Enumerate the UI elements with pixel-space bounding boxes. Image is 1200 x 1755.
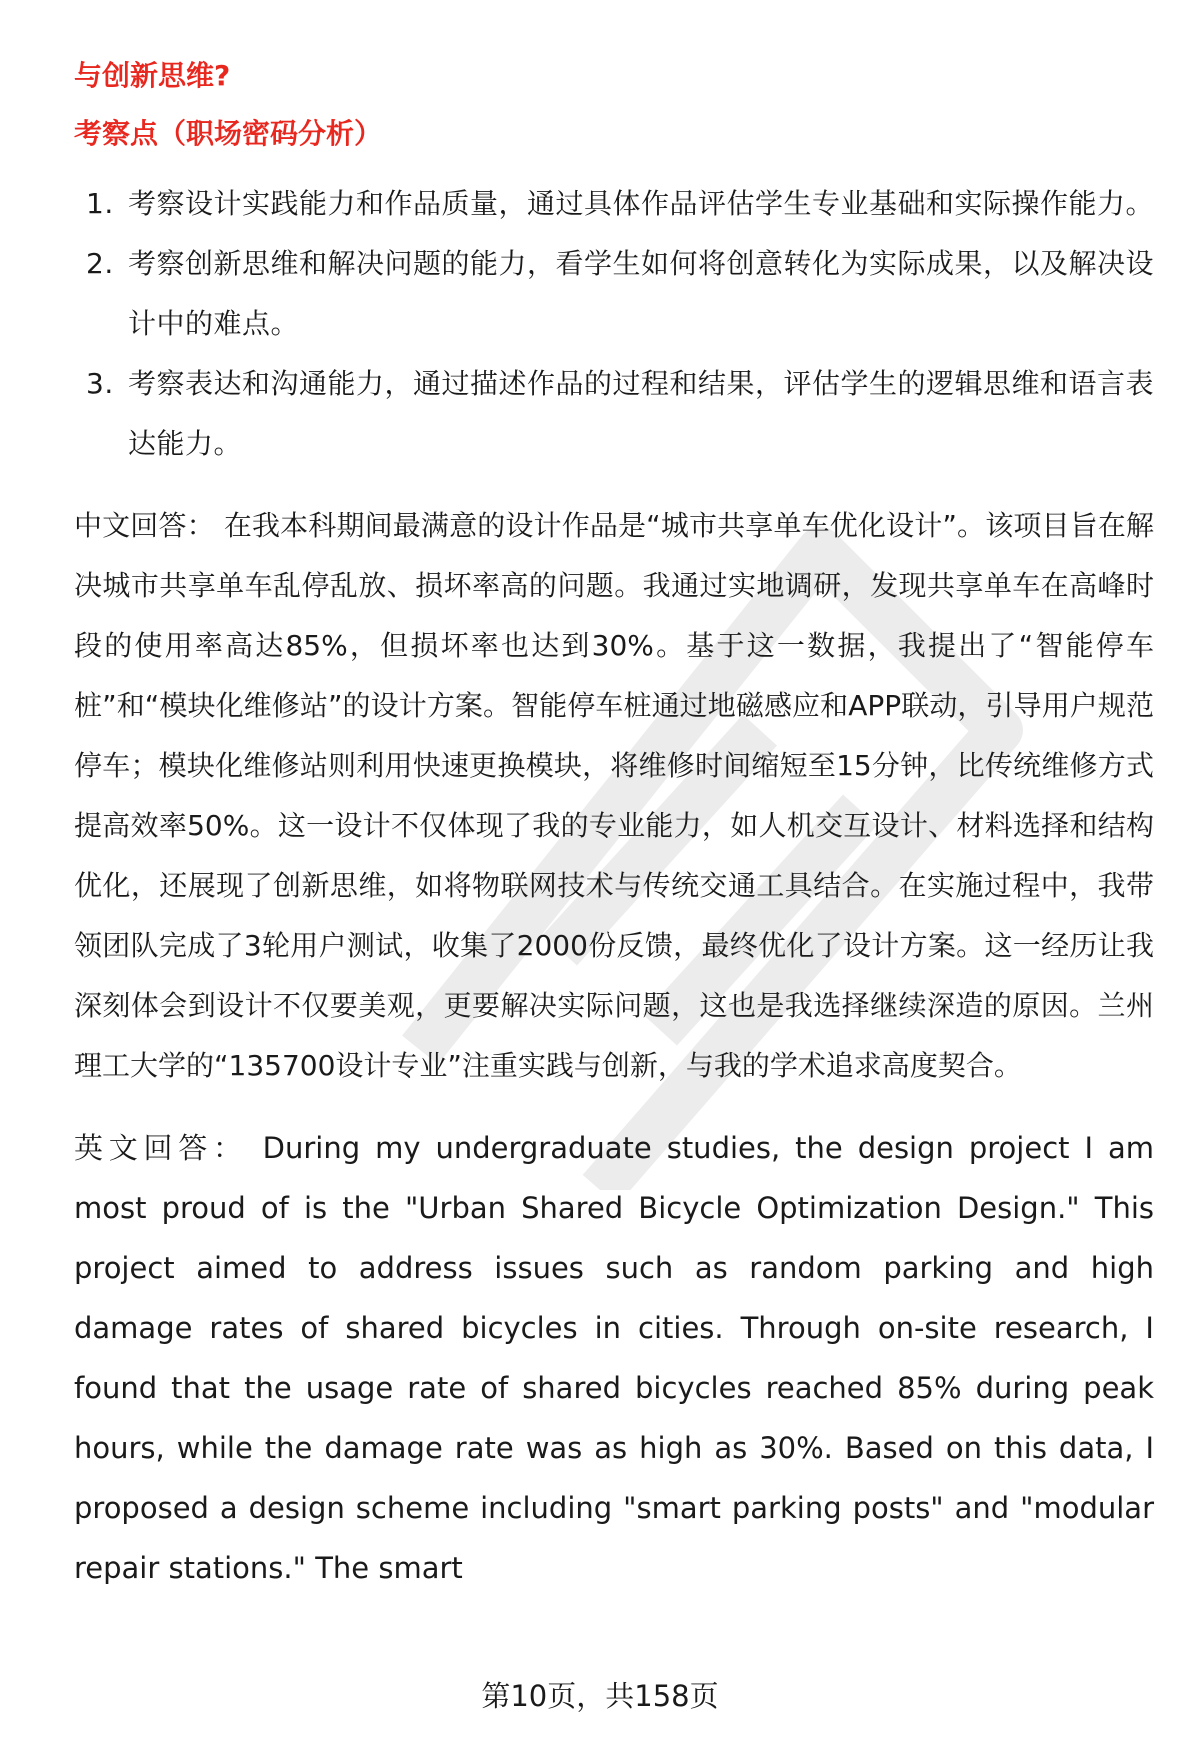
list-item-number: 1. bbox=[86, 187, 114, 220]
list-item bbox=[74, 354, 1154, 474]
list-item-text: 考察表达和沟通能力，通过描述作品的过程和结果，评估学生的逻辑思维和语言表达能力。 bbox=[128, 367, 1155, 460]
english-answer bbox=[74, 1118, 1154, 1598]
list-item-text: 考察设计实践能力和作品质量，通过具体作品评估学生专业基础和实际操作能力。 bbox=[128, 187, 1155, 220]
list-item-number: 2. bbox=[86, 247, 114, 280]
chinese-answer-text: 在我本科期间最满意的设计作品是“城市共享单车优化设计”。该项目旨在解决城市共享单车乱停乱放、损坏率高的问题。我通过实地调研，发现共享单车在高峰时段的使用率高达85%，但损坏率也达到30%。基于这一数据，我提出了“智能停车桩”和“模块化维修站”的设计方案。智能停车桩通过地磁感应和APP联动，引导用户规范停车；模块化维修站则利用快速更换模块，将维修时间缩短至15分钟，比传统维修方式提高效率50%。这一设计不仅体现了我的专业能力，如人机交互设计、材料选择和结构优化，还展现了创新思维，如将物联网技术与传统交通工具结合。在实施过程中，我带领团队完成了3轮用户测试，收集了2000份反馈，最终优化了设计方案。这一经历让我深刻体会到设计不仅要美观，更要解决实际问题，这也是我选择继续深造的原因。兰州理工大学的“135700设计专业”注重实践与创新，与我的学术追求高度契合。 bbox=[74, 509, 1154, 1082]
list-item bbox=[74, 174, 1154, 234]
english-answer-text: During my undergraduate studies, the design project I am most proud of is the "Urban Shared Bicycle Optimization Design." This project aimed to address issues such as random parking and high damage rates of shared bicycles in cities. Through on-site research, I found that the usage rate of shared bicycles reached 85% during peak hours, while the damage rate was as high as 30%. Based on this data, I proposed a design scheme including "smart parking posts" and "modular repair stations." The smart bbox=[74, 1131, 1154, 1585]
chinese-answer bbox=[74, 496, 1154, 1096]
exam-points-title: 考察点（职场密码分析） bbox=[74, 117, 383, 150]
list-item bbox=[74, 234, 1154, 354]
list-item-number: 3. bbox=[86, 367, 114, 400]
page-number: 第10页，共158页 bbox=[481, 1679, 719, 1713]
page-content bbox=[74, 56, 1154, 1598]
list-item-text: 考察创新思维和解决问题的能力，看学生如何将创意转化为实际成果，以及解决设计中的难点。 bbox=[128, 247, 1155, 340]
section-title: 与创新思维? bbox=[74, 59, 231, 92]
chinese-answer-label: 中文回答： bbox=[74, 509, 215, 542]
english-answer-label: 英文回答： bbox=[74, 1131, 248, 1165]
exam-points-list bbox=[74, 174, 1154, 474]
